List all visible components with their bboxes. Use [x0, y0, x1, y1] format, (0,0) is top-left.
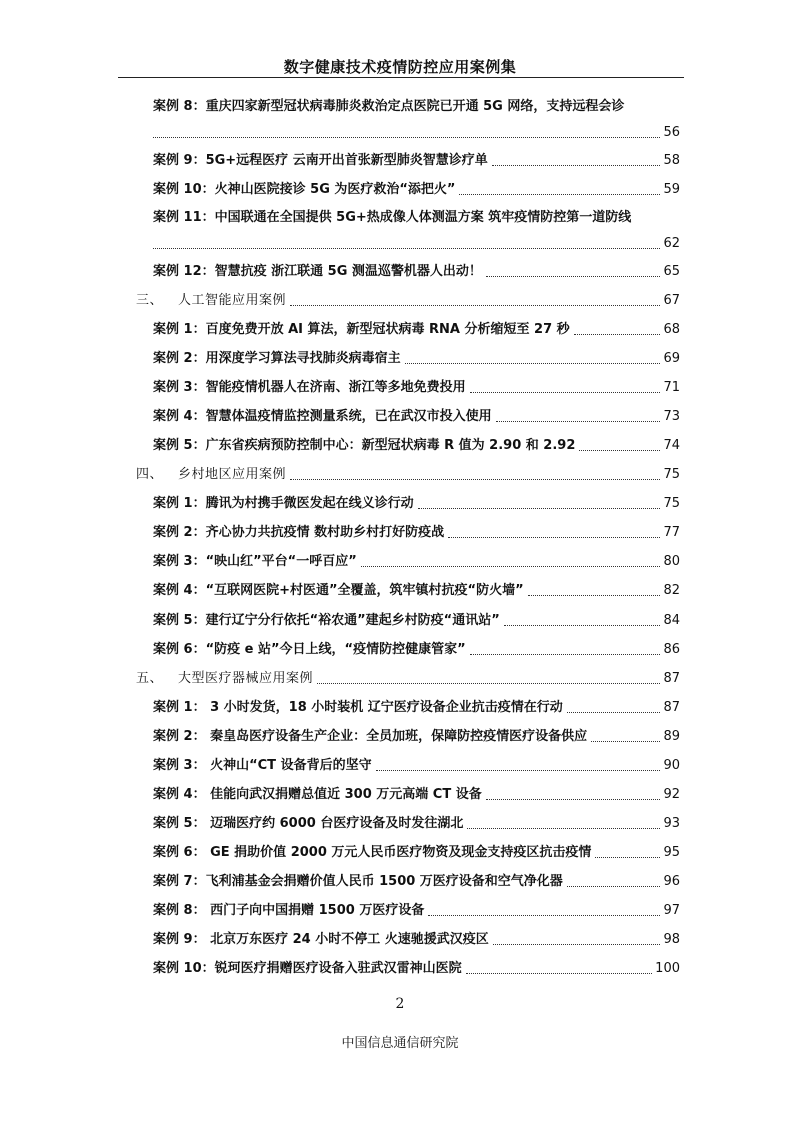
toc-entry[interactable]: [153, 932, 680, 948]
toc-entry-page: 84: [663, 613, 680, 628]
toc-entry[interactable]: [153, 816, 680, 832]
toc-entry-page: 89: [663, 729, 680, 744]
toc-entry-label: 案例 5：广东省疾病预防控制中心：新型冠状病毒 R 值为 2.90 和 2.92: [153, 438, 576, 453]
toc-entry-page: 86: [663, 642, 680, 657]
dot-leader: [405, 363, 661, 364]
toc-entry[interactable]: [153, 99, 680, 141]
dot-leader: [153, 248, 660, 249]
toc-entry-label: 案例 1：腾讯为村携手微医发起在线义诊行动: [153, 496, 414, 511]
toc-entry-label: 案例 5： 迈瑞医疗约 6000 台医疗设备及时发往湖北: [153, 816, 464, 831]
toc-entry-page: 87: [663, 671, 680, 686]
dot-leader: [448, 537, 660, 538]
dot-leader: [486, 799, 661, 800]
toc-entry-label: 案例 3：智能疫情机器人在济南、浙江等多地免费投用: [153, 380, 466, 395]
toc-entry[interactable]: [153, 351, 680, 367]
toc-entry-label: 案例 9： 北京万东医疗 24 小时不停工 火速驰援武汉疫区: [153, 932, 489, 947]
toc-entry-label: 案例 5：建行辽宁分行依托“裕农通”建起乡村防疫“通讯站”: [153, 613, 500, 628]
toc-entry[interactable]: [153, 322, 680, 338]
toc-section-label: 人工智能应用案例: [178, 293, 287, 308]
toc-entry-label: 案例 10：火神山医院接诊 5G 为医疗救治“添把火”: [153, 182, 456, 197]
toc-entry[interactable]: [153, 758, 680, 774]
toc-entry-page: 71: [663, 380, 680, 395]
dot-leader: [567, 712, 661, 713]
toc-entry[interactable]: [153, 787, 680, 803]
dot-leader: [528, 595, 661, 596]
toc-entry-page: 80: [663, 554, 680, 569]
toc-entry-page: 56: [663, 125, 680, 140]
toc-entry-label: 案例 9：5G+远程医疗 云南开出首张新型肺炎智慧诊疗单: [153, 153, 488, 168]
dot-leader: [459, 194, 660, 195]
toc-entry[interactable]: [153, 554, 680, 570]
dot-leader: [574, 334, 661, 335]
toc-entry-label: 案例 8：重庆四家新型冠状病毒肺炎救治定点医院已开通 5G 网络，支持远程会诊: [153, 99, 625, 114]
toc-entry-label: 案例 2： 秦皇岛医疗设备生产企业：全员加班，保障防控疫情医疗设备供应: [153, 729, 588, 744]
toc-entry[interactable]: [153, 845, 680, 861]
toc-entry[interactable]: [153, 409, 680, 425]
dot-leader: [153, 137, 660, 138]
toc-section[interactable]: [136, 467, 680, 483]
toc-entry-label: 案例 3：“映山红”平台“一呼百应”: [153, 554, 357, 569]
dot-leader: [492, 165, 661, 166]
toc-entry[interactable]: [153, 583, 680, 599]
toc-section[interactable]: [136, 293, 680, 309]
toc-entry-page: 93: [663, 816, 680, 831]
toc-entry-page: 77: [663, 525, 680, 540]
dot-leader: [418, 508, 661, 509]
dot-leader: [493, 944, 661, 945]
toc-entry-label: 案例 4：智慧体温疫情监控测量系统，已在武汉市投入使用: [153, 409, 492, 424]
toc-entry[interactable]: [153, 613, 680, 629]
toc-entry-label: 案例 3： 火神山“CT 设备背后的坚守: [153, 758, 372, 773]
page-header-title: 数字健康技术疫情防控应用案例集: [283, 58, 517, 76]
toc-section-number: 四、: [136, 467, 164, 482]
toc-entry[interactable]: [153, 525, 680, 541]
toc-entry-page: 97: [663, 903, 680, 918]
toc-entry-page: 100: [655, 961, 680, 976]
toc-entry-page: 75: [663, 496, 680, 511]
toc-entry-label: 案例 4：“互联网医院+村医通”全覆盖，筑牢镇村抗疫“防火墙”: [153, 583, 524, 598]
toc-entry[interactable]: [153, 874, 680, 890]
toc-entry-label: 案例 1：百度免费开放 AI 算法，新型冠状病毒 RNA 分析缩短至 27 秒: [153, 322, 570, 337]
toc-entry[interactable]: [153, 264, 680, 280]
toc-entry-page: 68: [663, 322, 680, 337]
toc-entry-page: 82: [663, 583, 680, 598]
toc-entry-page: 96: [663, 874, 680, 889]
toc-entry-page: 87: [663, 700, 680, 715]
toc-entry-page: 73: [663, 409, 680, 424]
toc-entry-label: 案例 10：锐珂医疗捐赠医疗设备入驻武汉雷神山医院: [153, 961, 462, 976]
toc-entry-page: 58: [663, 153, 680, 168]
toc-section-number: 五、: [136, 671, 164, 686]
dot-leader: [595, 857, 660, 858]
toc-entry-page: 92: [663, 787, 680, 802]
toc-entry[interactable]: [153, 380, 680, 396]
toc-entry-page: 98: [663, 932, 680, 947]
toc-entry-page: 74: [663, 438, 680, 453]
dot-leader: [467, 828, 660, 829]
toc-entry-page: 95: [663, 845, 680, 860]
toc-entry-label: 案例 7：飞利浦基金会捐赠价值人民币 1500 万医疗设备和空气净化器: [153, 874, 563, 889]
toc-entry[interactable]: [153, 496, 680, 512]
toc-entry[interactable]: [153, 961, 680, 977]
toc-entry-label: 案例 2：用深度学习算法寻找肺炎病毒宿主: [153, 351, 401, 366]
dot-leader: [567, 886, 661, 887]
dot-leader: [317, 683, 660, 684]
toc-entry-page: 65: [663, 264, 680, 279]
toc-section-number: 三、: [136, 293, 164, 308]
dot-leader: [470, 654, 661, 655]
toc-entry[interactable]: [153, 153, 680, 169]
dot-leader: [466, 973, 653, 974]
toc-entry-label: 案例 6：“防疫 e 站”今日上线，“疫情防控健康管家”: [153, 642, 466, 657]
toc-entry-label: 案例 11：中国联通在全国提供 5G+热成像人体测温方案 筑牢疫情防控第一道防线: [153, 210, 632, 225]
toc-entry-page: 67: [663, 293, 680, 308]
footer-organization: 中国信息通信研究院: [341, 1036, 459, 1051]
toc-entry[interactable]: [153, 903, 680, 919]
toc-section[interactable]: [136, 671, 680, 687]
toc-entry[interactable]: [153, 182, 680, 198]
toc-entry[interactable]: [153, 642, 680, 658]
toc-section-label: 大型医疗器械应用案例: [178, 671, 314, 686]
toc-entry[interactable]: [153, 438, 680, 454]
dot-leader: [591, 741, 660, 742]
dot-leader: [290, 479, 660, 480]
toc-entry-page: 69: [663, 351, 680, 366]
toc-entry-label: 案例 4： 佳能向武汉捐赠总值近 300 万元高端 CT 设备: [153, 787, 482, 802]
toc-entry[interactable]: [153, 700, 680, 716]
toc-entry-label: 案例 2：齐心协力共抗疫情 数村助乡村打好防疫战: [153, 525, 445, 540]
toc-entry[interactable]: [153, 210, 680, 252]
toc-entry-page: 59: [663, 182, 680, 197]
dot-leader: [504, 625, 661, 626]
toc-entry-page: 90: [663, 758, 680, 773]
dot-leader: [361, 566, 661, 567]
dot-leader: [579, 450, 660, 451]
dot-leader: [428, 915, 660, 916]
toc-entry-label: 案例 12：智慧抗疫 浙江联通 5G 测温巡警机器人出动！: [153, 264, 482, 279]
toc-entry-label: 案例 1： 3 小时发货，18 小时装机 辽宁医疗设备企业抗击疫情在行动: [153, 700, 563, 715]
page-number: 2: [395, 996, 405, 1012]
toc-entry-label: 案例 6： GE 捐助价值 2000 万元人民币医疗物资及现金支持疫区抗击疫情: [153, 845, 592, 860]
dot-leader: [496, 421, 661, 422]
dot-leader: [470, 392, 661, 393]
toc-entry-label: 案例 8： 西门子向中国捐赠 1500 万医疗设备: [153, 903, 425, 918]
dot-leader: [376, 770, 661, 771]
toc-entry[interactable]: [153, 729, 680, 745]
toc-entry-page: 62: [663, 236, 680, 251]
dot-leader: [290, 305, 660, 306]
toc-entry-page: 75: [663, 467, 680, 482]
dot-leader: [486, 276, 661, 277]
toc-section-label: 乡村地区应用案例: [178, 467, 287, 482]
